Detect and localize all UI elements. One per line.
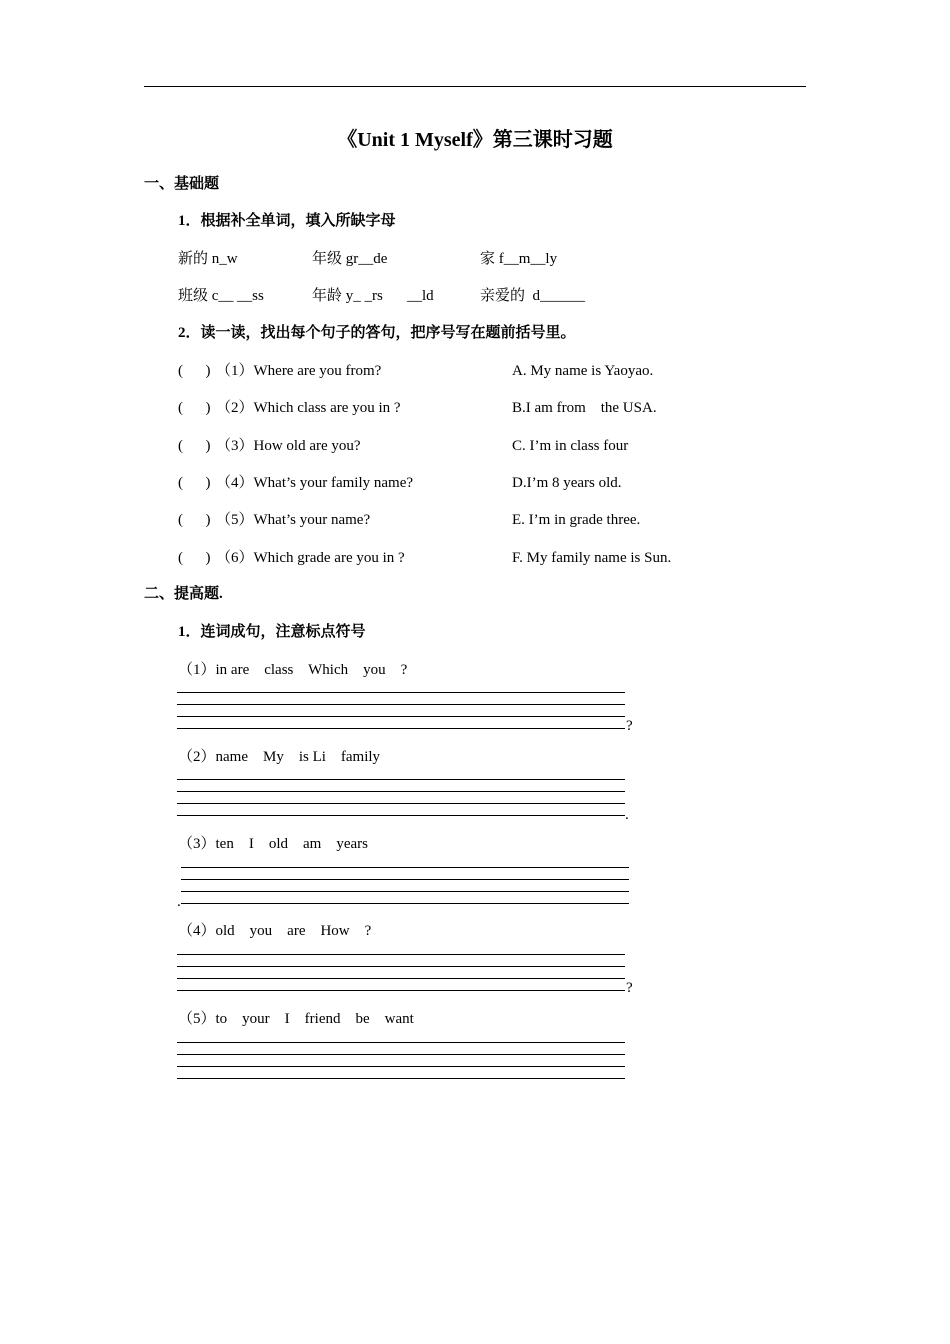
answer-bracket[interactable]: ( ) [178,475,211,491]
page-title: 《Unit 1 Myself》第三课时习题 [337,129,613,151]
fill-word: 年级 gr__de [312,251,388,267]
match-question: （6）Which grade are you in ? [216,550,405,566]
scrambled-words: （2）name My is Li family [178,749,381,765]
scrambled-words: （4）old you are How ? [178,923,372,939]
fill-word: 年龄 y_ _rs [312,288,383,304]
match-question: （1）Where are you from? [216,363,382,379]
fill-word: 家 f__m__ly [480,251,558,267]
end-punctuation: ? [626,718,633,734]
match-answer: B.I am from the USA. [512,400,657,416]
match-question: （5）What’s your name? [216,512,371,528]
answer-bracket[interactable]: ( ) [178,512,211,528]
answer-line[interactable] [177,791,625,792]
answer-line[interactable] [177,966,625,967]
fill-word: __ld [407,288,434,304]
answer-line[interactable] [177,692,625,693]
answer-line[interactable] [177,728,625,729]
header-rule [144,86,806,87]
section-heading-basic: 一、基础题 [144,176,220,192]
scrambled-words: （5）to your I friend be want [178,1011,414,1027]
match-answer: E. I’m in grade three. [512,512,641,528]
match-question: （4）What’s your family name? [216,475,414,491]
answer-line[interactable] [177,704,625,705]
match-question: （2）Which class are you in ? [216,400,401,416]
answer-line[interactable] [181,879,629,880]
fill-word: 班级 c__ __ss [178,288,264,304]
answer-line[interactable] [181,867,629,868]
answer-line[interactable] [177,716,625,717]
section-heading-advanced: 二、提高题. [144,586,223,602]
fill-word: 亲爱的 d______ [480,288,586,304]
scrambled-words: （1）in are class Which you ? [178,662,408,678]
answer-line[interactable] [177,990,625,991]
match-question: （3）How old are you? [216,438,361,454]
match-answer: A. My name is Yaoyao. [512,363,654,379]
end-punctuation: . [625,807,629,823]
match-answer: C. I’m in class four [512,438,629,454]
answer-line[interactable] [177,1078,625,1079]
match-answer: F. My family name is Sun. [512,550,672,566]
answer-line[interactable] [177,954,625,955]
answer-line[interactable] [177,1054,625,1055]
answer-bracket[interactable]: ( ) [178,550,211,566]
end-punctuation: . [177,894,181,910]
answer-line[interactable] [177,803,625,804]
answer-bracket[interactable]: ( ) [178,363,211,379]
question-2-label: 2．读一读，找出每个句子的答句，把序号写在题前括号里。 [178,325,576,341]
question-1-label: 1．根据补全单词，填入所缺字母 [178,213,396,229]
answer-bracket[interactable]: ( ) [178,438,211,454]
fill-word: 新的 n_w [178,251,238,267]
question-2-1-label: 1．连词成句，注意标点符号 [178,624,366,640]
answer-line[interactable] [181,891,629,892]
answer-line[interactable] [177,1042,625,1043]
end-punctuation: ? [626,980,633,996]
match-answer: D.I’m 8 years old. [512,475,622,491]
answer-line[interactable] [177,978,625,979]
answer-line[interactable] [177,779,625,780]
answer-line[interactable] [177,815,625,816]
answer-bracket[interactable]: ( ) [178,400,211,416]
scrambled-words: （3）ten I old am years [178,836,368,852]
answer-line[interactable] [177,1066,625,1067]
answer-line[interactable] [181,903,629,904]
